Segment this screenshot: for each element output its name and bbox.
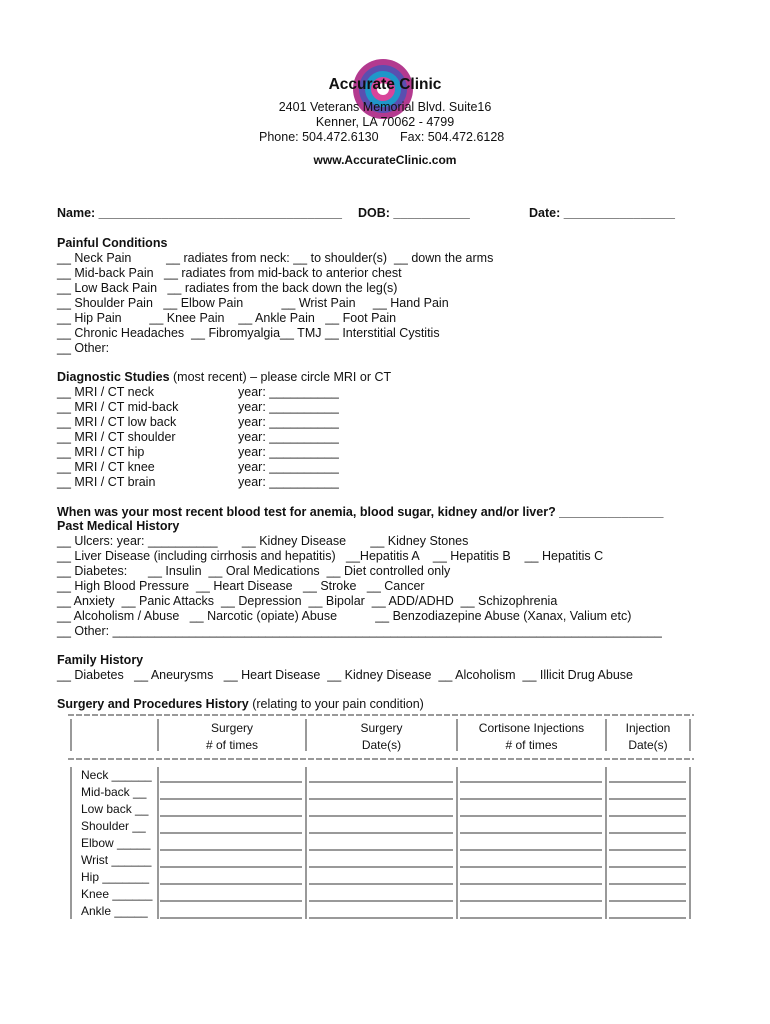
surgery-row-label[interactable]: Shoulder __ — [81, 819, 146, 833]
surgery-subtitle: (relating to your pain condition) — [248, 697, 424, 711]
clinic-name: Accurate Clinic — [328, 76, 442, 93]
surgery-row-label[interactable]: Ankle _____ — [81, 904, 148, 918]
header-line: Surgery — [210, 721, 254, 735]
surgery-row-label[interactable]: Hip _______ — [81, 870, 150, 884]
past-medical-history-heading: Past Medical History — [57, 519, 180, 533]
surgery-row-label[interactable]: Neck ______ — [81, 768, 152, 782]
diagnostic-item[interactable]: __ MRI / CT neck — [57, 385, 155, 399]
painful-line-1[interactable]: __ Neck Pain __ radiates from neck: __ to shoulder(s) __ down the arms — [57, 251, 494, 265]
diagnostic-item[interactable]: __ MRI / CT hip — [57, 445, 145, 459]
diagnostic-item[interactable]: __ MRI / CT knee — [57, 460, 155, 474]
patient-date-field[interactable]: Date: ________________ — [529, 206, 675, 220]
diagnostic-year-field[interactable]: year: __________ — [238, 445, 339, 459]
patient-dob-field[interactable]: DOB: ___________ — [358, 206, 470, 220]
clinic-fax: Fax: 504.472.6128 — [400, 130, 505, 144]
surgery-title: Surgery and Procedures History — [57, 697, 249, 711]
diagnostic-item[interactable]: __ MRI / CT low back — [57, 415, 177, 429]
header-line: Injection — [625, 721, 671, 735]
clinic-website: www.AccurateClinic.com — [313, 153, 457, 167]
painful-line-7[interactable]: __ Other: — [57, 341, 110, 355]
painful-conditions-heading: Painful Conditions — [57, 236, 168, 250]
painful-line-2[interactable]: __ Mid-back Pain __ radiates from mid-back to anterior chest — [57, 266, 402, 280]
clinic-address-line-1: 2401 Veterans Memorial Blvd. Suite16 — [278, 100, 492, 114]
diagnostic-year-field[interactable]: year: __________ — [238, 415, 339, 429]
patient-name-field[interactable]: Name: ___________________________________ — [57, 206, 342, 220]
diagnostic-title: Diagnostic Studies — [57, 370, 170, 384]
diagnostic-studies-heading — [57, 370, 391, 384]
family-history-heading: Family History — [57, 653, 144, 667]
surgery-history-heading — [57, 697, 424, 711]
painful-line-6[interactable]: __ Chronic Headaches __ Fibromyalgia__ TMJ __ Interstitial Cystitis — [57, 326, 440, 340]
header-line: Date(s) — [361, 738, 402, 752]
diagnostic-subtitle: (most recent) – please circle MRI or CT — [169, 370, 392, 384]
medical-line-7[interactable]: __ Other: _______________________________________________________________________________ — [57, 624, 662, 638]
medical-line-6[interactable]: __ Alcoholism / Abuse __ Narcotic (opiate) Abuse __ Benzodiazepine Abuse (Xanax, Valium etc) — [57, 609, 632, 623]
header-line: # of times — [205, 738, 259, 752]
painful-line-3[interactable]: __ Low Back Pain __ radiates from the back down the leg(s) — [57, 281, 398, 295]
medical-line-2[interactable]: __ Liver Disease (including cirrhosis and hepatitis) __Hepatitis A __ Hepatitis B __ Hepatitis C — [57, 549, 604, 563]
diagnostic-year-field[interactable]: year: __________ — [238, 385, 339, 399]
family-history-line[interactable]: __ Diabetes __ Aneurysms __ Heart Disease __ Kidney Disease __ Alcoholism __ Illicit Drug Abuse — [57, 668, 633, 682]
diagnostic-year-field[interactable]: year: __________ — [238, 475, 339, 489]
blood-test-question[interactable]: When was your most recent blood test for anemia, blood sugar, kidney and/or liver? _______________ — [57, 505, 664, 519]
medical-line-1[interactable]: __ Ulcers: year: __________ __ Kidney Disease __ Kidney Stones — [57, 534, 469, 548]
diagnostic-item[interactable]: __ MRI / CT shoulder — [57, 430, 176, 444]
painful-line-4[interactable]: __ Shoulder Pain __ Elbow Pain __ Wrist Pain __ Hand Pain — [57, 296, 449, 310]
medical-line-5[interactable]: __ Anxiety __ Panic Attacks __ Depression __ Bipolar __ ADD/ADHD __ Schizophrenia — [57, 594, 558, 608]
painful-line-5[interactable]: __ Hip Pain __ Knee Pain __ Ankle Pain __ Foot Pain — [57, 311, 397, 325]
medical-line-4[interactable]: __ High Blood Pressure __ Heart Disease __ Stroke __ Cancer — [57, 579, 425, 593]
clinic-phone: Phone: 504.472.6130 — [259, 130, 379, 144]
surgery-table — [68, 713, 694, 923]
header-line: # of times — [505, 738, 558, 752]
surgery-row-label[interactable]: Elbow _____ — [81, 836, 151, 850]
diagnostic-item[interactable]: __ MRI / CT brain — [57, 475, 156, 489]
surgery-row-label[interactable]: Low back __ — [81, 802, 149, 816]
surgery-row-label[interactable]: Wrist ______ — [81, 853, 152, 867]
surgery-row-label[interactable]: Knee ______ — [81, 887, 153, 901]
header-line: Cortisone Injections — [478, 721, 585, 735]
diagnostic-year-field[interactable]: year: __________ — [238, 430, 339, 444]
surgery-row-label[interactable]: Mid-back __ — [81, 785, 147, 799]
header-line: Date(s) — [628, 738, 668, 752]
diagnostic-item[interactable]: __ MRI / CT mid-back — [57, 400, 179, 414]
surgery-rows-grid — [68, 713, 694, 923]
header-line: Surgery — [360, 721, 403, 735]
medical-line-3[interactable]: __ Diabetes: __ Insulin __ Oral Medications __ Diet controlled only — [57, 564, 451, 578]
diagnostic-year-field[interactable]: year: __________ — [238, 400, 339, 414]
diagnostic-year-field[interactable]: year: __________ — [238, 460, 339, 474]
clinic-address-line-2: Kenner, LA 70062 - 4799 — [315, 115, 455, 129]
